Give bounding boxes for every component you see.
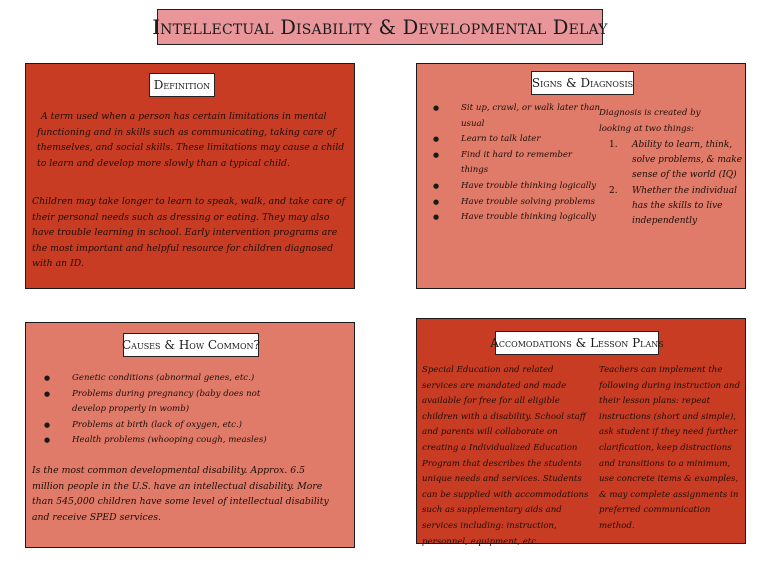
diagnosis-list [602, 138, 744, 229]
definition-paragraph-1: A term used when a person has certain limitations in mental functioning and in skills such as communicating, taking care of themselves, and social skills. These limitations may cause a child to learn and develop more slowly than a typical child. [37, 111, 345, 169]
list-item: ● Find it hard to remember things [433, 148, 601, 179]
definition-heading: Definition [149, 73, 215, 97]
signs-panel [416, 63, 746, 289]
title-banner [152, 9, 608, 45]
list-item: 1. Ability to learn, think, solve problems, & make sense of the world (IQ) [609, 140, 743, 181]
causes-heading: Causes & How Common? [123, 333, 259, 357]
accommodations-left-text: Special Education and related services are mandated and made available for free for all eligible children with a disability. School staff and parents will collaborate on creating a Individualized Education Program that describes the students unique needs and services. Students can be supplied with accommodations such as supplementary aids and services including: instruction, personnel, equipment, etc. [422, 365, 589, 547]
list-item: ● Health problems (whooping cough, measles) [44, 433, 284, 449]
causes-panel [25, 322, 355, 548]
definition-panel [25, 63, 355, 289]
list-item: ● Learn to talk later [433, 132, 601, 148]
accommodations-panel [416, 318, 746, 547]
list-item: ● Have trouble thinking logically [433, 179, 601, 195]
causes-paragraph: Is the most common developmental disability. Approx. 6.5 million people in the U.S. have an intellectual disability. More than 545,000 children have some level of intellectual disability and receive SPED services. [32, 465, 329, 523]
list-item: ● Sit up, crawl, or walk later than usual [433, 101, 601, 132]
list-item: ● Genetic conditions (abnormal genes, etc.) [44, 371, 284, 387]
diagnosis-intro: Diagnosis is created by looking at two things: [599, 108, 701, 134]
list-item: ● Problems at birth (lack of oxygen, etc.) [44, 418, 284, 434]
signs-list [433, 101, 601, 226]
page-title: Intellectual Disability & Developmental Delay [152, 15, 608, 39]
list-item: ● Problems during pregnancy (baby does not develop properly in womb) [44, 387, 284, 418]
accommodations-heading: Accomodations & Lesson Plans [495, 331, 659, 355]
signs-heading: Signs & Diagnosis [531, 71, 634, 95]
list-item: ● Have trouble solving problems [433, 195, 601, 211]
causes-list [44, 371, 284, 449]
accommodations-right-text: Teachers can implement the following during instruction and their lesson plans: repeat instructions (short and simple), ask student if they need further clarification, keep distractions and transitions to a minimum, use concrete items & examples, & may complete assignments in preferred communication method. [599, 365, 740, 531]
list-item: ● Have trouble thinking logically [433, 210, 601, 226]
definition-paragraph-2: Children may take longer to learn to speak, walk, and take care of their personal needs such as dressing or eating. They may also have trouble learning in school. Early intervention programs are the most important and helpful resource for children diagnosed with an ID. [32, 196, 346, 270]
list-item: 2. Whether the individual has the skills to live independently [609, 185, 737, 227]
